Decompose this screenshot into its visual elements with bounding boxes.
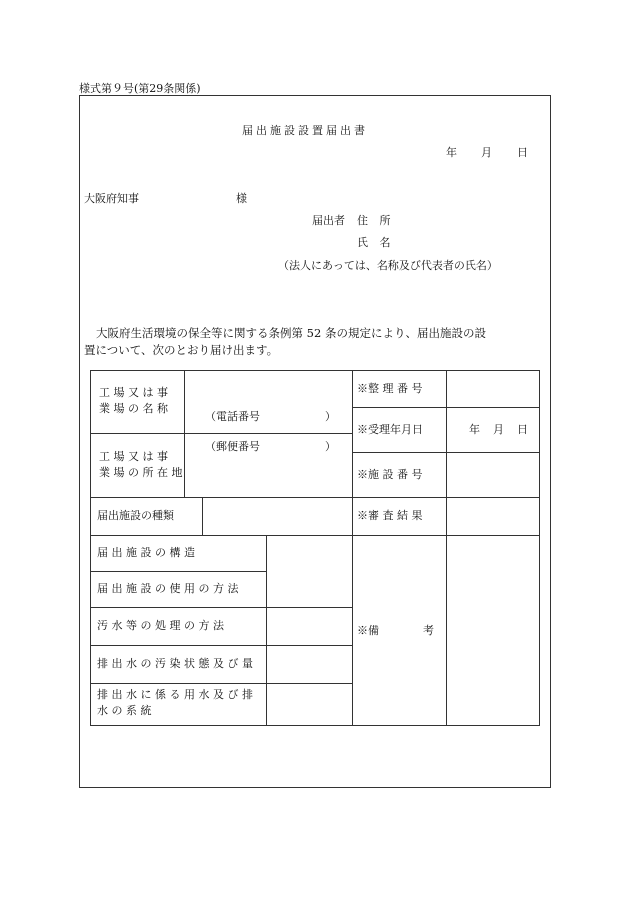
grid-line bbox=[91, 433, 184, 434]
grid-line bbox=[446, 535, 447, 725]
form-title: 届出施設設置届出書 bbox=[242, 124, 368, 137]
date-day-label: 日 bbox=[517, 146, 528, 159]
grid-line bbox=[184, 371, 185, 497]
water-system-label-line-2: 水 の 系 統 bbox=[97, 704, 152, 717]
grid-line bbox=[352, 371, 353, 725]
name-label: 氏 名 bbox=[357, 236, 395, 249]
facility-number-label: ※施 設 番 号 bbox=[357, 468, 423, 481]
structure-label: 届 出 施 設 の 構 造 bbox=[97, 546, 195, 559]
grid-line bbox=[266, 535, 267, 725]
grid-line bbox=[352, 535, 539, 536]
corporation-note: （法人にあっては、名称及び代表者の氏名） bbox=[278, 259, 498, 272]
grid-line bbox=[91, 683, 352, 684]
water-system-label-line-1: 排 出 水 に 係 る 用 水 及 び 排 bbox=[97, 688, 253, 701]
grid-line bbox=[352, 452, 539, 453]
address-label: 住 所 bbox=[357, 214, 395, 227]
factory-name-label bbox=[99, 385, 168, 417]
received-day: 日 bbox=[517, 423, 528, 436]
received-month: 月 bbox=[493, 423, 504, 436]
inspection-label: ※審 査 結 果 bbox=[357, 509, 423, 522]
phone-label: （電話番号 bbox=[205, 410, 260, 423]
grid-line bbox=[352, 407, 539, 408]
grid-line bbox=[202, 497, 203, 535]
addressee-name: 大阪府知事 bbox=[84, 192, 139, 205]
notifier-label: 届出者 bbox=[312, 214, 345, 227]
received-year: 年 bbox=[469, 423, 480, 436]
form-number: 様式第９号(第29条関係) bbox=[79, 82, 201, 95]
factory-name-label-line-1: 工 場 又 は 事 bbox=[99, 386, 168, 399]
body-text-line-2: 置について、次のとおり届け出ます。 bbox=[84, 343, 279, 357]
grid-line bbox=[91, 645, 352, 646]
grid-line bbox=[91, 497, 352, 498]
factory-name-label-line-2: 業 場 の 名 称 bbox=[99, 402, 168, 415]
received-date-label: ※受理年月日 bbox=[357, 423, 423, 436]
factory-location-label bbox=[99, 449, 182, 481]
date-month-label: 月 bbox=[481, 146, 492, 159]
postal-code-label: （郵便番号 bbox=[205, 440, 260, 453]
factory-location-label-line-1: 工 場 又 は 事 bbox=[99, 450, 168, 463]
remarks-label: ※備 考 bbox=[357, 624, 434, 637]
addressee-honorific: 様 bbox=[236, 192, 247, 205]
factory-location-label-line-2: 業 場 の 所 在 地 bbox=[99, 466, 183, 479]
grid-line bbox=[91, 571, 266, 572]
grid-line bbox=[184, 433, 352, 434]
discharge-state-label: 排 出 水 の 汚 染 状 態 及 び 量 bbox=[97, 657, 253, 670]
grid-line bbox=[91, 607, 352, 608]
grid-line bbox=[446, 371, 447, 535]
phone-close-paren: ） bbox=[325, 410, 336, 423]
wastewater-label: 汚 水 等 の 処 理 の 方 法 bbox=[97, 619, 224, 632]
application-table bbox=[90, 370, 540, 726]
postal-close-paren: ） bbox=[325, 440, 336, 453]
body-text-line-1: 大阪府生活環境の保全等に関する条例第 52 条の規定により、届出施設の設 bbox=[96, 326, 486, 340]
reg-number-label: ※整 理 番 号 bbox=[357, 382, 423, 395]
water-system-label bbox=[97, 687, 253, 719]
usage-label: 届 出 施 設 の 使 用 の 方 法 bbox=[97, 582, 239, 595]
grid-line bbox=[91, 535, 352, 536]
date-year-label: 年 bbox=[446, 146, 457, 159]
facility-type-label: 届出施設の種類 bbox=[97, 509, 174, 522]
grid-line bbox=[352, 497, 539, 498]
